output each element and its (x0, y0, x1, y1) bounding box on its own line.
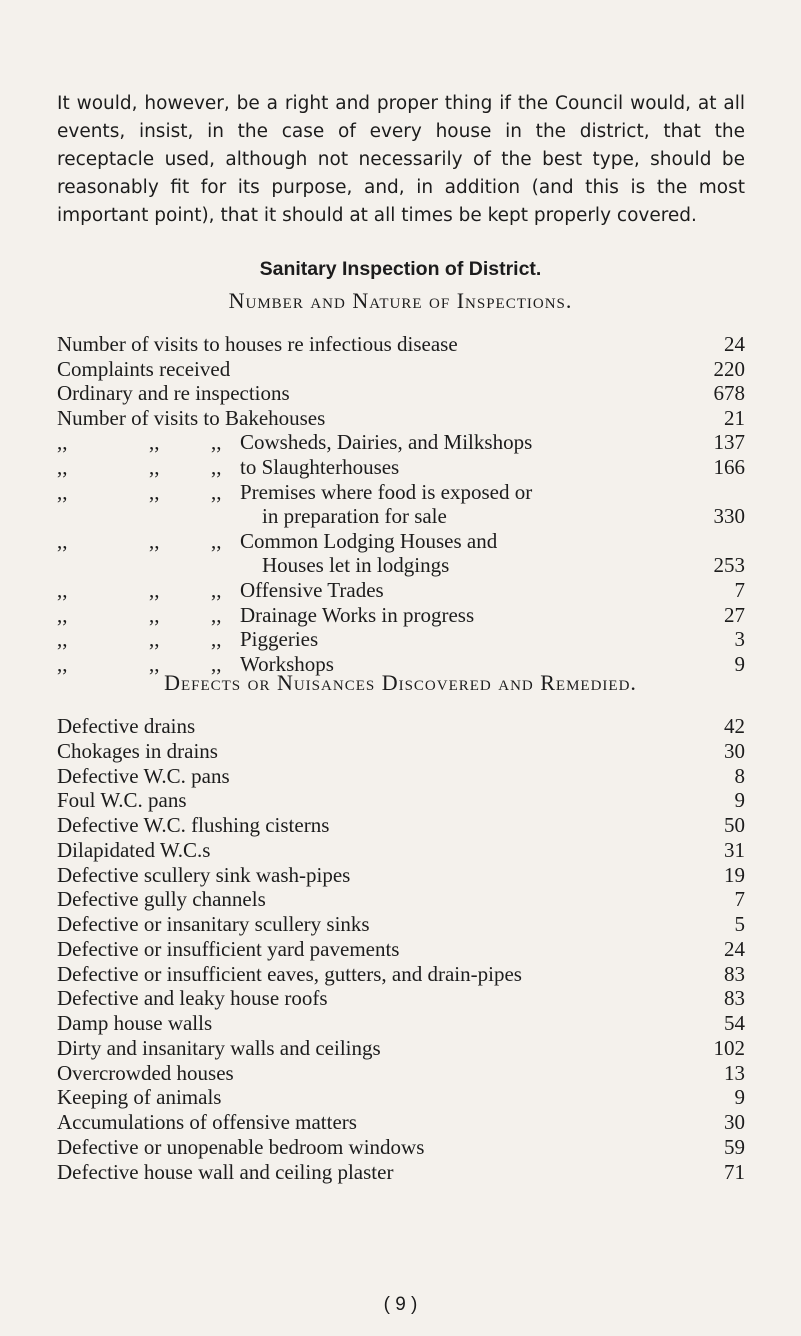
ditto-mark: ,, (211, 430, 222, 455)
inspection-label: in preparation for sale (262, 504, 447, 529)
ditto-mark: ,, (149, 602, 160, 627)
ditto-mark: ,, (57, 430, 68, 455)
defect-label: Defective or unopenable bedroom windows (57, 1134, 425, 1159)
defect-value: 13 (724, 1060, 745, 1085)
defect-label: Defective gully channels (57, 887, 266, 912)
inspection-value: 166 (713, 455, 745, 479)
defect-label: Defective and leaky house roofs (57, 986, 328, 1011)
intro-paragraph: It would, however, be a right and proper thing if the Council would, at all events, insist, in the case of every house in the district, that the receptacle used, although not necessarily of the best type, should be reasonably fit for its purpose, and, in addition (and this is the most important point), that it should at all times be kept properly covered. (57, 93, 745, 226)
defect-value: 31 (724, 837, 745, 862)
ditto-mark: ,, (57, 455, 68, 479)
defect-label: Accumulations of offensive matters (57, 1110, 357, 1134)
page-number: ( 9 ) (383, 1294, 418, 1315)
ditto-mark: ,, (211, 627, 222, 652)
defect-value: 9 (734, 788, 745, 813)
defect-label: Dirty and insanitary walls and ceilings (57, 1035, 381, 1060)
ditto-mark: ,, (149, 578, 160, 602)
defect-label: Defective drains (57, 714, 196, 738)
ditto-mark: ,, (57, 479, 68, 504)
defect-value: 9 (734, 1085, 745, 1110)
ditto-mark: ,, (149, 455, 160, 479)
defect-value: 24 (724, 936, 745, 961)
defect-label: Defective W.C. pans (57, 763, 230, 788)
ditto-mark: ,, (211, 578, 222, 602)
inspection-value: 678 (713, 381, 745, 406)
section-title: Sanitary Inspection of District. (259, 258, 542, 280)
defect-value: 71 (724, 1159, 745, 1184)
defect-label: Defective or insanitary scullery sinks (57, 912, 370, 936)
ditto-mark: ,, (57, 528, 68, 553)
inspection-value: 253 (713, 553, 745, 578)
inspection-label: Offensive Trades (240, 578, 384, 602)
ditto-mark: ,, (211, 528, 222, 553)
inspections-heading: Number and Nature of Inspections. (228, 288, 573, 313)
inspection-value: 3 (734, 627, 745, 652)
inspection-value: 24 (724, 332, 745, 356)
inspection-label: Number of visits to Bakehouses (57, 405, 326, 430)
defect-label: Defective or insufficient eaves, gutters, and drain-pipes (57, 961, 522, 986)
ditto-mark: ,, (211, 455, 222, 479)
inspection-label: Houses let in lodgings (262, 553, 450, 578)
ditto-mark: ,, (149, 479, 160, 504)
defect-label: Dilapidated W.C.s (57, 837, 211, 862)
inspection-label: Ordinary and re inspections (57, 381, 290, 406)
inspection-label: Number of visits to houses re infectious disease (57, 332, 458, 356)
defect-value: 30 (724, 738, 745, 763)
defect-value: 30 (724, 1110, 745, 1134)
inspection-label: Workshops (240, 651, 334, 676)
ditto-mark: ,, (149, 627, 160, 652)
defect-value: 42 (724, 714, 745, 738)
inspection-label: Premises where food is exposed or (240, 479, 533, 504)
ditto-mark: ,, (211, 602, 222, 627)
defect-value: 102 (713, 1035, 745, 1060)
ditto-mark: ,, (149, 430, 160, 455)
defect-value: 59 (724, 1134, 745, 1159)
inspection-value: 27 (724, 602, 745, 627)
ditto-mark: ,, (149, 651, 160, 676)
defect-label: Chokages in drains (57, 738, 218, 763)
ditto-mark: ,, (211, 651, 222, 676)
inspection-label: to Slaughterhouses (240, 455, 400, 479)
inspection-label: Piggeries (240, 627, 319, 652)
inspection-value: 7 (734, 578, 745, 602)
inspection-value: 137 (713, 430, 745, 455)
inspection-value: 220 (713, 356, 745, 381)
inspection-label: Common Lodging Houses and (240, 528, 498, 553)
defect-label: Keeping of animals (57, 1085, 222, 1110)
defects-heading: Defects or Nuisances Discovered and Remedied. (164, 670, 637, 695)
defect-label: Defective or insufficient yard pavements (57, 936, 400, 961)
ditto-mark: ,, (57, 578, 68, 602)
inspection-value: 9 (734, 651, 745, 676)
ditto-mark: ,, (211, 479, 222, 504)
defect-value: 83 (724, 986, 745, 1011)
inspection-value: 330 (713, 504, 745, 529)
inspection-label: Complaints received (57, 356, 231, 381)
defect-value: 5 (734, 912, 745, 936)
defect-value: 7 (734, 887, 745, 912)
defect-label: Damp house walls (57, 1011, 213, 1035)
ditto-mark: ,, (57, 602, 68, 627)
inspection-value: 21 (724, 405, 745, 430)
defect-label: Foul W.C. pans (57, 788, 187, 813)
inspection-label: Drainage Works in progress (240, 602, 475, 627)
ditto-mark: ,, (149, 528, 160, 553)
defect-label: Overcrowded houses (57, 1060, 234, 1085)
defect-value: 50 (724, 813, 745, 837)
defect-label: Defective W.C. flushing cisterns (57, 813, 330, 837)
inspection-label: Cowsheds, Dairies, and Milkshops (240, 430, 533, 455)
ditto-mark: ,, (57, 651, 68, 676)
defect-label: Defective scullery sink wash-pipes (57, 862, 351, 887)
defect-value: 54 (724, 1011, 745, 1035)
ditto-mark: ,, (57, 627, 68, 652)
defect-label: Defective house wall and ceiling plaster (57, 1159, 394, 1184)
defect-value: 19 (724, 862, 745, 887)
defect-value: 83 (724, 961, 745, 986)
defect-value: 8 (734, 763, 745, 788)
